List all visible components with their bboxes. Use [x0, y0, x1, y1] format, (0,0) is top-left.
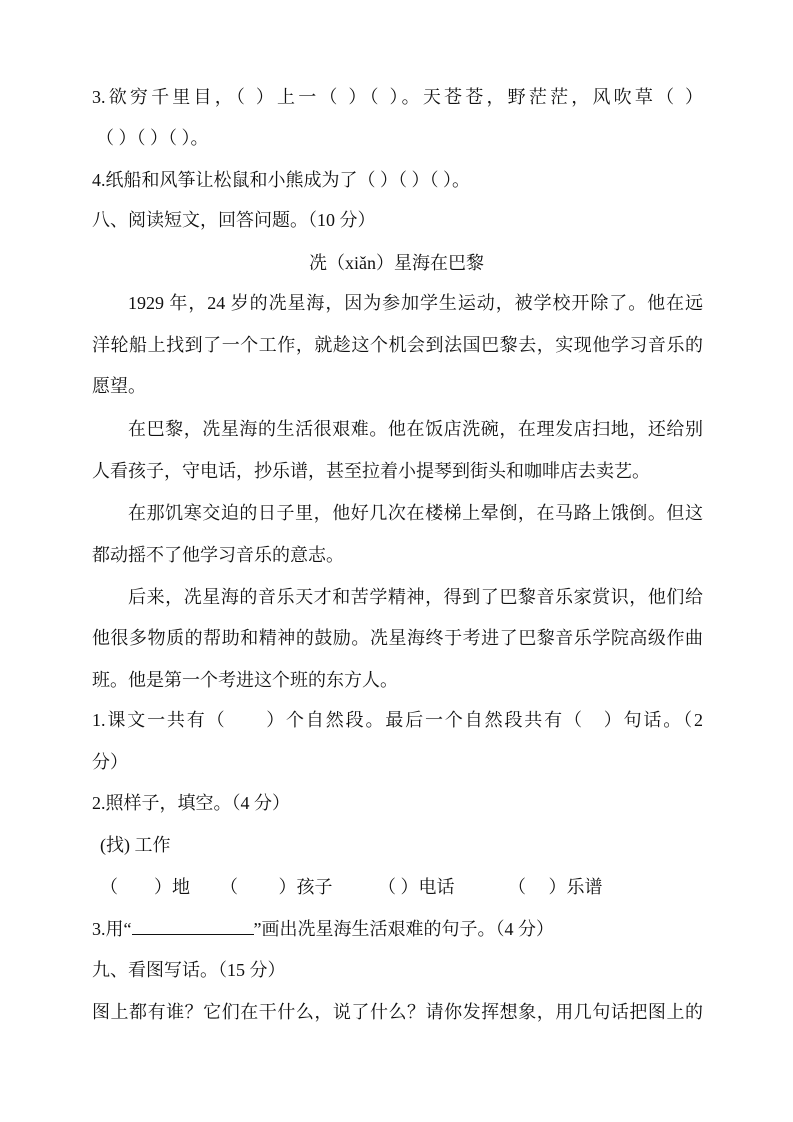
passage-title: 冼（xiǎn）星海在巴黎	[309, 253, 484, 273]
fill-blank: （ ）乐谱	[508, 877, 603, 897]
fill-blank: （ ）孩子	[220, 877, 333, 897]
passage-line: 1929 年，24 岁的冼星海，因为参加学生运动，被学校开除了。他在远	[128, 293, 703, 313]
question-prefix: 3.用“	[92, 919, 132, 939]
question-suffix: ”画出冼星海生活艰难的句子。（4 分）	[253, 919, 554, 939]
section-8-heading: 八、阅读短文，回答问题。（10 分）	[92, 210, 376, 230]
passage-line: 在巴黎，冼星海的生活很艰难。他在饭店洗碗，在理发店扫地，还给别	[128, 419, 703, 439]
passage-line: 人看孩子，守电话，抄乐谱，甚至拉着小提琴到街头和咖啡店去卖艺。	[92, 461, 650, 481]
fill-blank: （ ）电话	[378, 877, 455, 897]
passage-line: 他很多物质的帮助和精神的鼓励。冼星海终于考进了巴黎音乐学院高级作曲	[92, 628, 703, 648]
passage-line: 愿望。	[92, 376, 146, 396]
underline-sample	[132, 918, 254, 935]
reading-question-2-blanks	[92, 866, 703, 908]
reading-question-2-example: (找) 工作	[100, 835, 171, 855]
question-3-line-1: 3.欲穷千里目，（ ）上一（ ）（ ）。天苍苍，野茫茫，风吹草（ ）	[92, 87, 703, 107]
passage-line: 后来，冼星海的音乐天才和苦学精神，得到了巴黎音乐家赏识，他们给	[128, 587, 703, 607]
section-9-heading: 九、看图写话。（15 分）	[92, 960, 286, 980]
reading-question-2: 2.照样子，填空。（4 分）	[92, 793, 290, 813]
question-4: 4.纸船和风筝让松鼠和小熊成为了（ ）（ ）（ ）。	[92, 170, 470, 190]
reading-question-1-line-2: 分）	[92, 752, 128, 772]
question-3-line-2: （ ）（ ）（ ）。	[96, 128, 209, 148]
passage-line: 在那饥寒交迫的日子里，他好几次在楼梯上晕倒，在马路上饿倒。但这	[128, 503, 703, 523]
passage-line: 洋轮船上找到了一个工作，就趁这个机会到法国巴黎去，实现他学习音乐的	[92, 335, 703, 355]
reading-question-3	[92, 908, 703, 950]
section-9-instructions: 图上都有谁？它们在干什么，说了什么？请你发挥想象，用几句话把图上的	[92, 1002, 703, 1022]
reading-question-1-line-1: 1.课文一共有（ ）个自然段。最后一个自然段共有（ ）句话。（2	[92, 710, 703, 730]
passage-line: 都动摇不了他学习音乐的意志。	[92, 545, 344, 565]
fill-blank: （ ）地	[100, 877, 190, 897]
passage-line: 班。他是第一个考进这个班的东方人。	[92, 670, 398, 690]
